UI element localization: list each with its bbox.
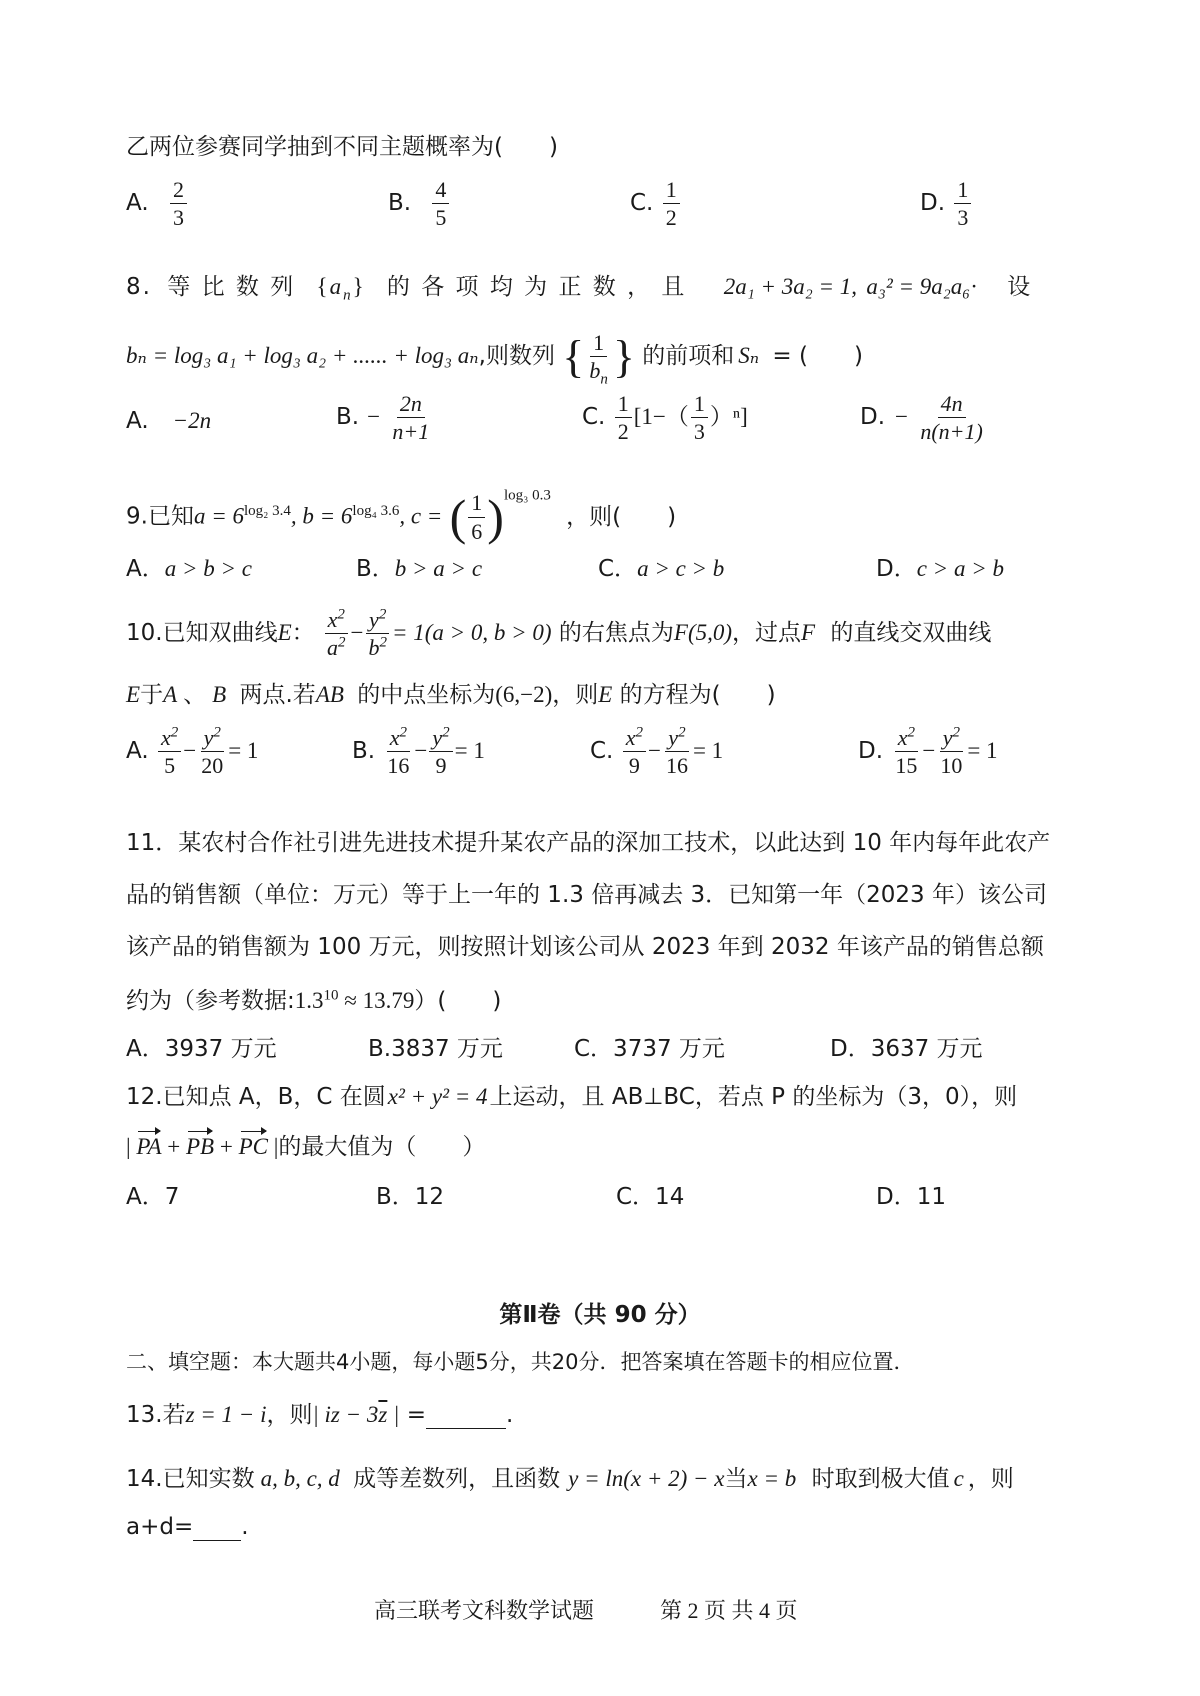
q12-option-a: A．7 <box>126 1184 180 1210</box>
q12-line2: | PA + PB + PC |的最大值为（ ） <box>126 1134 486 1160</box>
q11-line3: 该产品的销售额为 100 万元，则按照计划该公司从 2023 年到 2032 年该产品的销售总额 <box>126 934 1044 960</box>
q10-option-d: D. $\frac{x^2}{15}$ − $\frac{y^2}{10}$ = 1 <box>858 724 998 779</box>
q10-option-a: A. $\frac{x^2}{5}$ − $\frac{y^2}{20}$ = 1 <box>126 724 259 779</box>
q9-option-d: D．c > a > b <box>876 556 1004 582</box>
q8-line1: 8. 等 比 数 列 $\{a_n\}$ 的 各 项 均 为 正 数 ， 且 2a₁ + 3a₂ = 1, a₃² = 9a₂a₆· 设 <box>126 274 1033 304</box>
q12-option-b: B．12 <box>376 1184 445 1210</box>
q8-option-a: A. −2n <box>126 408 212 434</box>
q10-option-b: B. $\frac{x^2}{16}$ − $\frac{y^2}{9}$ = 1 <box>352 724 485 779</box>
q7-option-a: A. $\frac{2}{3}$ <box>126 178 189 229</box>
q8-option-b: B. − $\frac{2n}{n+1}$ <box>336 391 430 445</box>
q7-stem: 乙两位参赛同学抽到不同主题概率为( ) <box>126 134 558 160</box>
q7-option-b: B. $\frac{4}{5}$ <box>388 178 451 229</box>
q12-option-d: D．11 <box>876 1184 946 1210</box>
section2-title: 第Ⅱ卷（共 90 分） <box>499 1302 701 1328</box>
q14-line2: a+d= . <box>126 1514 249 1540</box>
q9-option-a: A．a > b > c <box>126 556 252 582</box>
q11-option-b: B.3837 万元 <box>368 1036 503 1062</box>
q11-line4: 约为（参考数据$:1.3^{10} \approx 13.79$）( ) <box>126 987 502 1014</box>
footer-title: 高三联考文科数学试题 <box>374 1598 595 1623</box>
q9-option-b: B．b > a > c <box>356 556 483 582</box>
q11-option-a: A．3937 万元 <box>126 1036 277 1062</box>
footer-page: 第 2 页 共 4 页 <box>660 1598 798 1623</box>
q8-line2: bₙ = log₃ a₁ + log₃ a₂ + ...... + log₃ aₙ,则数列 { $\frac{1}{b_n}$ } 的前项和 Sₙ = ( ) <box>126 329 863 388</box>
q11-line2: 品的销售额（单位：万元）等于上一年的 1.3 倍再减去 3．已知第一年（2023 年）该公司 <box>126 882 1047 908</box>
q12-line1: 12.已知点 A，B，C 在圆x² + y² = 4上运动，且 AB⊥BC，若点 P 的坐标为（3，0），则 <box>126 1084 1018 1110</box>
q11-line1: 11．某农村合作社引进先进技术提升某农产品的深加工技术，以此达到 10 年内每年此农产 <box>126 830 1051 856</box>
q11-option-d: D．3637 万元 <box>830 1036 983 1062</box>
q7-option-c: C. $\frac{1}{2}$ <box>630 178 682 229</box>
q14-line1: 14.已知实数 a, b, c, d 成等差数列，且函数 y = ln(x + 2) − x当x = b 时取到极大值 c ，则 <box>126 1466 1014 1492</box>
q8-option-d: D. − $\frac{4n}{n(n+1)}$ <box>860 391 983 445</box>
q9-option-c: C．a > c > b <box>598 556 725 582</box>
q14-answer-blank <box>193 1514 241 1541</box>
q13-line: 13.若z = 1 − i，则| iz − $3\overline{z}$ | = . <box>126 1402 514 1428</box>
q10-line2: E于A 、 B 两点.若AB 的中点坐标为(6,−2)，则E 的方程为( ) <box>126 682 776 708</box>
q9-line: 9.已知$a = 6^{log_2 3.4}$, $b = 6^{log_4 3.6}$, c = ( $\frac{1}{6}$ )$^{log_3 0.3}$ ，则( ) <box>126 487 677 545</box>
q13-answer-blank <box>426 1402 506 1429</box>
q8-option-c: C. $\frac{1}{2}$ [1−（ $\frac{1}{3}$ ）ⁿ] <box>582 391 748 445</box>
q10-line1: 10.已知双曲线E： $\frac{x^2}{a^2}$ − $\frac{y^2}{b^2}$ = 1(a > 0, b > 0) 的右焦点为F(5,0)，过点F 的直线交双曲线 <box>126 606 992 661</box>
section2-instructions: 二、填空题：本大题共4小题，每小题5分，共20分．把答案填在答题卡的相应位置． <box>126 1350 915 1374</box>
q12-option-c: C．14 <box>616 1184 685 1210</box>
q11-option-c: C．3737 万元 <box>574 1036 725 1062</box>
q10-option-c: C. $\frac{x^2}{9}$ − $\frac{y^2}{16}$ = 1 <box>590 724 724 779</box>
q7-option-d: D. $\frac{1}{3}$ <box>920 178 973 229</box>
